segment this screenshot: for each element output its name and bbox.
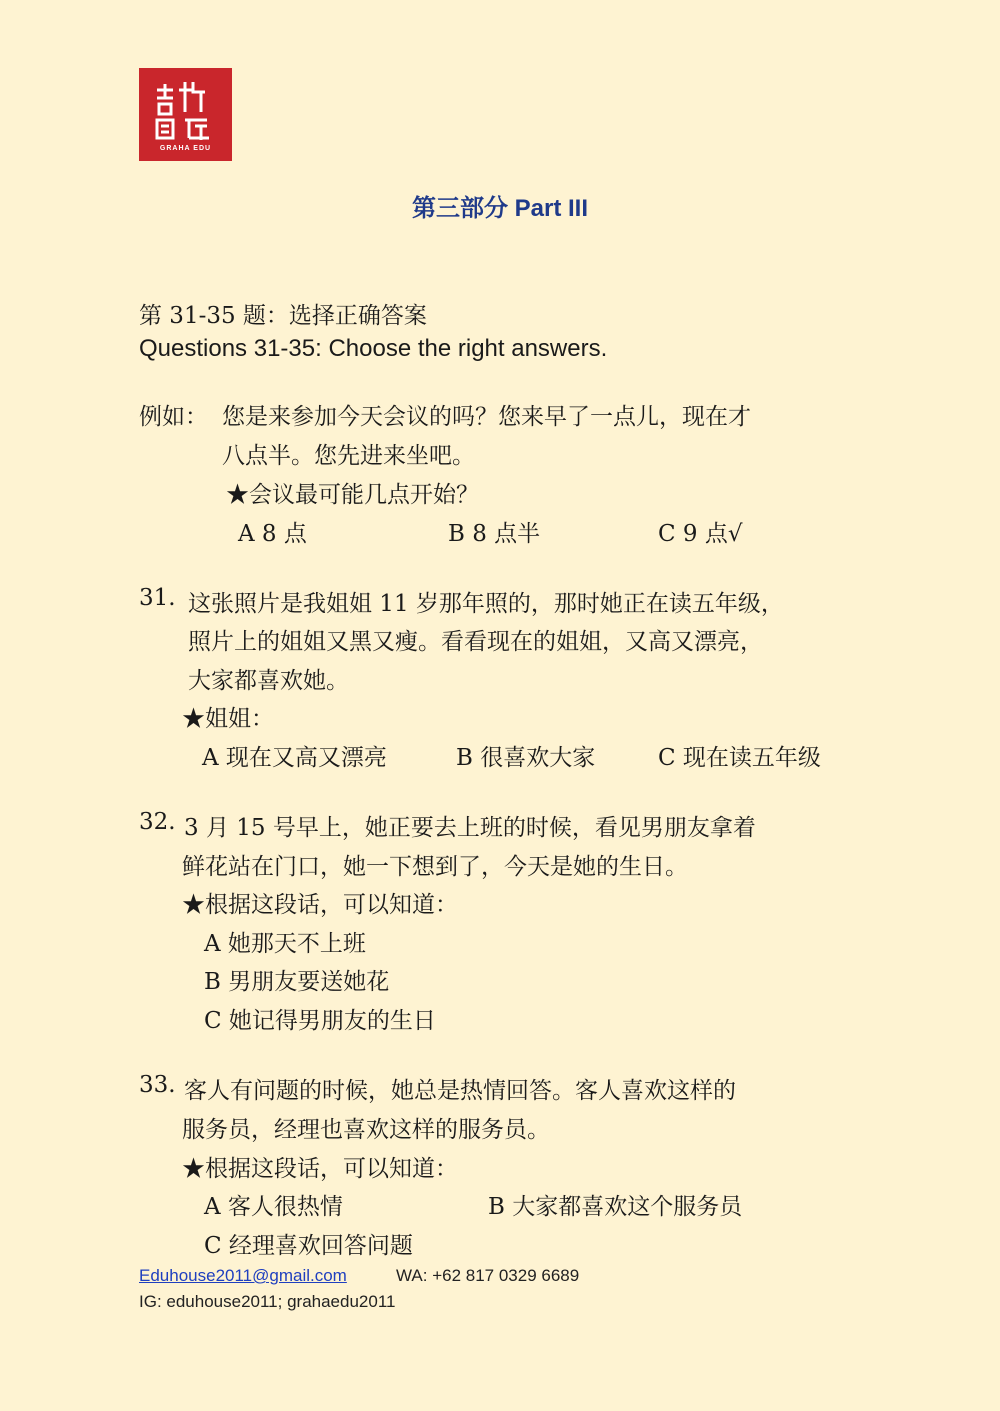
question-31-prompt: ★姐姐： [182, 706, 274, 732]
question-33-option-b: B 大家都喜欢这个服务员 [488, 1194, 743, 1220]
question-33-option-a: A 客人很热情 [204, 1194, 343, 1220]
question-33-number: 33. [139, 1072, 176, 1098]
example-option-a: A 8 点 [238, 521, 307, 547]
instructions-en: Questions 31-35: Choose the right answers. [139, 335, 608, 362]
question-33-option-c: C 经理喜欢回答问题 [204, 1233, 413, 1259]
question-32-line-1: 3 月 15 号早上，她正要去上班的时候，看见男朋友拿着 [184, 815, 756, 841]
example-question: ★会议最可能几点开始？ [226, 482, 479, 508]
question-32-number: 32. [139, 809, 176, 835]
example-line-2: 八点半。您先进来坐吧。 [222, 443, 475, 469]
question-32-line-2: 鲜花站在门口，她一下想到了，今天是她的生日。 [182, 854, 688, 880]
example-prefix: 例如： [139, 404, 208, 430]
question-33-prompt: ★根据这段话，可以知道： [182, 1156, 458, 1182]
page-title: 第三部分 Part III [411, 195, 589, 222]
question-33-line-2: 服务员，经理也喜欢这样的服务员。 [182, 1117, 550, 1143]
whatsapp-contact: WA: +62 817 0329 6689 [396, 1266, 580, 1285]
instructions-zh: 第 31-35 题：选择正确答案 [139, 303, 427, 329]
question-32-prompt: ★根据这段话，可以知道： [182, 892, 458, 918]
question-31-option-c: C 现在读五年级 [658, 745, 821, 771]
question-32-option-b: B 男朋友要送她花 [204, 969, 390, 995]
logo-label: GRAHA EDU [159, 145, 212, 152]
logo [139, 68, 232, 161]
question-32-option-c: C 她记得男朋友的生日 [204, 1008, 436, 1034]
question-31-option-a: A 现在又高又漂亮 [202, 745, 387, 771]
question-31-line-1: 这张照片是我姐姐 11 岁那年照的，那时她正在读五年级， [188, 591, 784, 617]
email-link[interactable]: Eduhouse2011@gmail.com [139, 1266, 347, 1285]
question-31-number: 31. [139, 585, 176, 611]
example-line-1: 您是来参加今天会议的吗？您来早了一点儿，现在才 [222, 404, 751, 430]
example-option-c: C 9 点√ [658, 521, 743, 547]
question-31-line-2: 照片上的姐姐又黑又瘦。看看现在的姐姐，又高又漂亮， [188, 629, 763, 655]
question-31-option-b: B 很喜欢大家 [456, 745, 596, 771]
question-32-option-a: A 她那天不上班 [204, 931, 366, 957]
instagram-contact: IG: eduhouse2011; grahaedu2011 [139, 1292, 396, 1311]
question-33-line-1: 客人有问题的时候，她总是热情回答。客人喜欢这样的 [184, 1078, 736, 1104]
example-option-b: B 8 点半 [448, 521, 541, 547]
question-31-line-3: 大家都喜欢她。 [188, 668, 349, 694]
